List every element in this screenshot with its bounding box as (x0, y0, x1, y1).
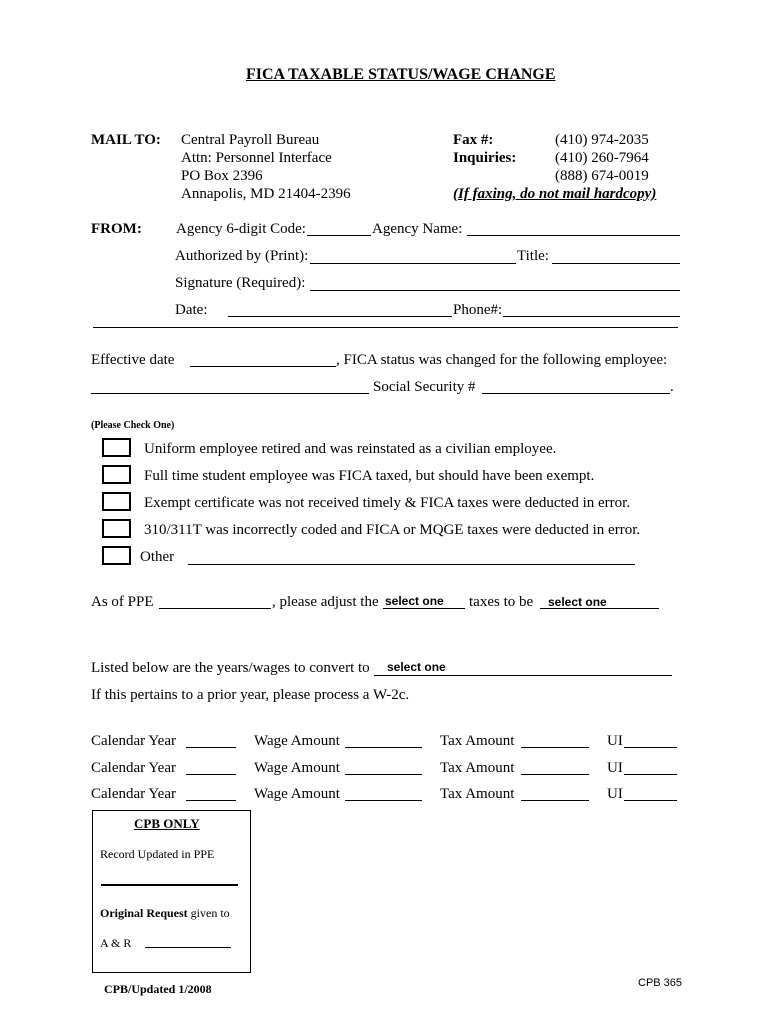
title-field[interactable] (552, 263, 680, 264)
signature-field[interactable] (310, 290, 680, 291)
wage-amount-label: Wage Amount (254, 786, 340, 802)
agency-code-label: Agency 6-digit Code: (176, 221, 306, 237)
authorized-label: Authorized by (Print): (175, 248, 309, 264)
record-updated-field[interactable] (101, 884, 238, 886)
agency-code-field[interactable] (307, 235, 371, 236)
address-line-3: PO Box 2396 (181, 168, 263, 184)
option-other: Other (140, 549, 175, 565)
checkbox-student[interactable] (102, 465, 131, 484)
convert-to-select-line (374, 675, 672, 676)
calendar-year-field[interactable] (186, 747, 236, 748)
tax-status-select[interactable]: select one (548, 595, 607, 609)
calendar-year-label: Calendar Year (91, 733, 176, 749)
checkbox-uniform-retired[interactable] (102, 438, 131, 457)
taxes-to-be-label: taxes to be (469, 594, 534, 610)
title-label: Title: (517, 248, 549, 264)
phone-field[interactable] (503, 316, 680, 317)
cpb-only-heading: CPB ONLY (134, 816, 200, 831)
inquiries-label: Inquiries: (453, 150, 517, 166)
footer-updated: CPB/Updated 1/2008 (104, 982, 212, 996)
employee-name-field[interactable] (91, 393, 369, 394)
ssn-field[interactable] (482, 393, 670, 394)
section-divider (93, 327, 678, 328)
prior-year-note: If this pertains to a prior year, please process a W-2c. (91, 687, 410, 703)
footer-form-number: CPB 365 (638, 977, 683, 989)
address-line-2: Attn: Personnel Interface (181, 150, 332, 166)
mail-to-label: MAIL TO: (91, 132, 161, 148)
agency-name-label: Agency Name: (372, 221, 463, 237)
tax-amount-label: Tax Amount (440, 786, 515, 802)
original-request-line (100, 906, 230, 921)
checkbox-incorrect-code[interactable] (102, 519, 131, 538)
wage-amount-field[interactable] (345, 800, 422, 801)
from-label: FROM: (91, 221, 142, 237)
tax-amount-field[interactable] (521, 747, 589, 748)
tax-amount-label: Tax Amount (440, 733, 515, 749)
phone-label: Phone#: (453, 302, 503, 318)
original-request-bold: Original Request (100, 906, 188, 920)
authorized-field[interactable] (310, 263, 516, 264)
date-field[interactable] (228, 316, 452, 317)
ui-label: UI (607, 760, 623, 776)
as-of-ppe-label: As of PPE (91, 594, 154, 610)
ui-field[interactable] (624, 800, 677, 801)
tax-amount-field[interactable] (521, 800, 589, 801)
adjust-label: , please adjust the (272, 594, 379, 610)
calendar-year-label: Calendar Year (91, 786, 176, 802)
form-title: FICA TAXABLE STATUS/WAGE CHANGE (246, 66, 556, 83)
option-uniform-retired: Uniform employee retired and was reinstated as a civilian employee. (144, 441, 557, 457)
tax-amount-field[interactable] (521, 774, 589, 775)
address-line-1: Central Payroll Bureau (181, 132, 320, 148)
ar-field[interactable] (145, 947, 231, 948)
ssn-label: Social Security # (373, 379, 476, 395)
inquiries-number-2: (888) 674-0019 (555, 168, 649, 184)
ui-label: UI (607, 786, 623, 802)
wage-amount-field[interactable] (345, 774, 422, 775)
record-updated-label: Record Updated in PPE (100, 847, 215, 861)
ui-field[interactable] (624, 747, 677, 748)
tax-status-select-line (540, 608, 659, 609)
listed-label: Listed below are the years/wages to convert to (91, 660, 370, 676)
fax-label: Fax #: (453, 132, 494, 148)
original-request-rest: given to (187, 906, 230, 920)
inquiries-number-1: (410) 260-7964 (555, 150, 649, 166)
fax-number: (410) 974-2035 (555, 132, 649, 148)
option-exempt-certificate: Exempt certificate was not received timely & FICA taxes were deducted in error. (144, 495, 631, 511)
fica-status-text: , FICA status was changed for the following employee: (336, 352, 668, 368)
wage-amount-field[interactable] (345, 747, 422, 748)
checkbox-other[interactable] (102, 546, 131, 565)
date-label: Date: (175, 302, 208, 318)
calendar-year-field[interactable] (186, 774, 236, 775)
other-field[interactable] (188, 564, 635, 565)
address-line-4: Annapolis, MD 21404-2396 (181, 186, 351, 202)
ar-label: A & R (100, 936, 132, 950)
ui-field[interactable] (624, 774, 677, 775)
option-student: Full time student employee was FICA taxed, but should have been exempt. (144, 468, 595, 484)
signature-label: Signature (Required): (175, 275, 306, 291)
option-incorrect-code: 310/311T was incorrectly coded and FICA or MQGE taxes were deducted in error. (144, 522, 641, 538)
wage-amount-label: Wage Amount (254, 733, 340, 749)
effective-date-field[interactable] (190, 366, 336, 367)
checkbox-exempt-certificate[interactable] (102, 492, 131, 511)
effective-date-label: Effective date (91, 352, 175, 368)
wage-amount-label: Wage Amount (254, 760, 340, 776)
ui-label: UI (607, 733, 623, 749)
calendar-year-label: Calendar Year (91, 760, 176, 776)
tax-amount-label: Tax Amount (440, 760, 515, 776)
tax-type-select-line (383, 608, 465, 609)
tax-type-select[interactable]: select one (385, 594, 444, 608)
calendar-year-field[interactable] (186, 800, 236, 801)
check-one-heading: (Please Check One) (91, 420, 175, 431)
agency-name-field[interactable] (467, 235, 680, 236)
ssn-period: . (670, 379, 674, 395)
fax-note: (If faxing, do not mail hardcopy) (453, 186, 657, 202)
ppe-field[interactable] (159, 608, 271, 609)
convert-to-select[interactable]: select one (387, 660, 446, 674)
